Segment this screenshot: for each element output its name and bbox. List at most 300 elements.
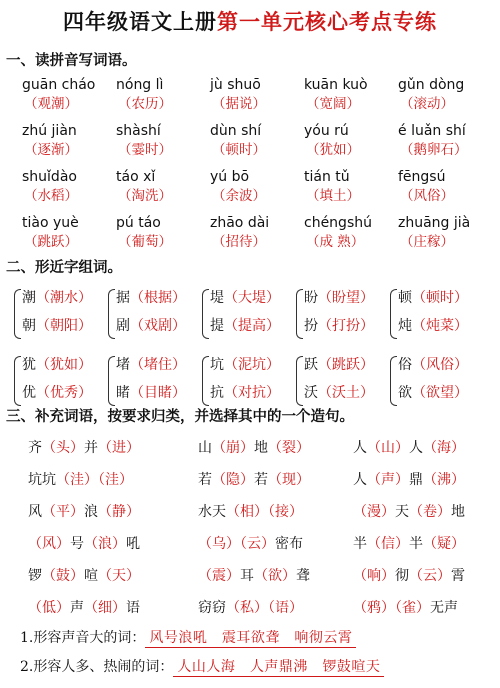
idiom-item xyxy=(353,592,488,624)
answer-text: 响 xyxy=(367,568,381,584)
pinyin-text: nóng lì xyxy=(116,77,164,93)
idiom-char: 风 xyxy=(28,504,42,520)
paren-close: ） xyxy=(381,504,395,520)
paren-close: ） xyxy=(252,96,266,112)
paren-close: ） xyxy=(266,318,280,334)
pinyin-item xyxy=(398,122,492,168)
char-word-line xyxy=(210,312,294,340)
pinyin-item xyxy=(22,122,116,168)
answer-text: 潮水 xyxy=(50,290,78,306)
paren-open: （ xyxy=(24,142,38,158)
base-char: 堵 xyxy=(116,357,130,373)
answer-text: 天 xyxy=(112,568,126,584)
paren-close: ） xyxy=(158,96,172,112)
paren-open: （ xyxy=(212,142,226,158)
paren-open: （ xyxy=(118,188,132,204)
base-char: 朝 xyxy=(22,318,36,334)
paren-open: （ xyxy=(42,440,56,456)
answer-text: 欲望 xyxy=(426,385,454,401)
answer-box xyxy=(22,187,116,206)
brace-shape xyxy=(296,356,303,406)
pinyin-item xyxy=(210,214,304,260)
pinyin-text: zhāo dài xyxy=(210,215,270,231)
paren-close: ） xyxy=(360,290,374,306)
summary-answer: 风号浪吼 震耳欲聋 响彻云霄 xyxy=(145,630,356,648)
idiom-item xyxy=(198,432,353,464)
paren-open: （ xyxy=(28,536,42,552)
section3-heading: 三、补充词语，按要求归类，并选择其中的一个造句。 xyxy=(6,408,354,425)
paren-close: ） xyxy=(56,536,70,552)
idiom-item xyxy=(28,560,198,592)
idiom-char: 半 xyxy=(409,536,423,552)
answer-text: 盼望 xyxy=(332,290,360,306)
pinyin-item xyxy=(22,168,116,214)
paren-close: ） xyxy=(454,318,468,334)
paren-close: ） xyxy=(56,600,70,616)
paren-open: （ xyxy=(268,440,282,456)
paren-open: （ xyxy=(400,188,414,204)
paren-open: （ xyxy=(226,504,240,520)
base-char: 提 xyxy=(210,318,224,334)
paren-close: ） xyxy=(440,188,454,204)
idiom-item xyxy=(28,528,198,560)
summary-label: 1.形容声音大的词： xyxy=(20,630,146,646)
idiom-char: 吼 xyxy=(126,536,140,552)
paren-close: ） xyxy=(78,357,92,373)
similar-char-group xyxy=(106,284,200,351)
paren-close: ） xyxy=(360,318,374,334)
pinyin-text: dùn shí xyxy=(210,123,262,139)
base-char: 顿 xyxy=(398,290,412,306)
idiom-item xyxy=(198,528,353,560)
paren-close: ） xyxy=(78,318,92,334)
answer-text: 声 xyxy=(381,472,395,488)
pinyin-item xyxy=(210,168,304,214)
pinyin-item xyxy=(116,122,210,168)
pinyin-item xyxy=(22,76,116,122)
answer-box xyxy=(210,233,304,252)
pinyin-item xyxy=(116,214,210,260)
paren-close: ） xyxy=(451,440,465,456)
brace-shape xyxy=(296,289,303,339)
paren-open: （ xyxy=(212,440,226,456)
paren-close: ） xyxy=(289,600,303,616)
idiom-item xyxy=(353,496,488,528)
answer-text: 鼓 xyxy=(56,568,70,584)
answer-text: 平 xyxy=(56,504,70,520)
answer-box xyxy=(116,95,210,114)
paren-open: （ xyxy=(353,504,367,520)
idiom-char: 密布 xyxy=(275,536,303,552)
answer-text: 犹如 xyxy=(319,142,347,158)
paren-open: （ xyxy=(400,234,414,250)
paren-close: ） xyxy=(158,142,172,158)
answer-text: 现 xyxy=(282,472,296,488)
paren-close: ） xyxy=(126,568,140,584)
paren-close: ） xyxy=(454,357,468,373)
idiom-item xyxy=(353,528,488,560)
paren-open: （ xyxy=(395,600,402,616)
brace-shape xyxy=(108,356,115,406)
paren-close: ） xyxy=(64,234,78,250)
paren-open: （ xyxy=(36,318,50,334)
paren-open: （ xyxy=(318,318,332,334)
paren-open: （ xyxy=(212,96,226,112)
char-word-line xyxy=(304,312,388,340)
base-char: 剧 xyxy=(116,318,130,334)
answer-text: 震 xyxy=(212,568,226,584)
answer-text: 山 xyxy=(381,440,395,456)
paren-close: ） xyxy=(64,188,78,204)
pinyin-item xyxy=(116,168,210,214)
idiom-item xyxy=(353,432,488,464)
paren-close: ） xyxy=(381,568,395,584)
paren-open: （ xyxy=(306,234,320,250)
answer-text: 漫 xyxy=(367,504,381,520)
pinyin-grid xyxy=(22,76,492,260)
paren-open: （ xyxy=(98,568,112,584)
paren-close: ） xyxy=(112,600,126,616)
idiom-item xyxy=(353,560,488,592)
brace-shape xyxy=(108,289,115,339)
paren-open: （ xyxy=(306,96,320,112)
idiom-char: 天 xyxy=(395,504,409,520)
paren-open: （ xyxy=(224,385,238,401)
idiom-item xyxy=(198,560,353,592)
paren-open: （ xyxy=(84,536,98,552)
idiom-char: 并 xyxy=(84,440,98,456)
answer-text: 打扮 xyxy=(332,318,360,334)
char-word-line xyxy=(210,351,294,379)
idiom-grid xyxy=(28,432,488,624)
answer-text: 犹如 xyxy=(50,357,78,373)
paren-open: （ xyxy=(224,318,238,334)
answer-text: 炖菜 xyxy=(426,318,454,334)
paren-close: ） xyxy=(437,568,451,584)
idiom-char: 霄 xyxy=(451,568,465,584)
answer-box xyxy=(398,141,492,160)
idiom-char: 无声 xyxy=(430,600,458,616)
answer-text: 风 xyxy=(42,536,56,552)
paren-close: ） xyxy=(437,504,451,520)
idiom-char: 人 xyxy=(409,440,423,456)
summary-line-2 xyxy=(20,656,384,676)
paren-open: （ xyxy=(409,504,423,520)
char-word-line xyxy=(22,351,106,379)
answer-text: 进 xyxy=(112,440,126,456)
answer-text: 宽阔 xyxy=(319,96,347,112)
similar-chars-grid xyxy=(12,284,492,418)
idiom-char: 人 xyxy=(353,472,367,488)
answer-box xyxy=(398,95,492,114)
answer-text: 大堤 xyxy=(238,290,266,306)
answer-box xyxy=(210,187,304,206)
paren-open: （ xyxy=(353,568,367,584)
pinyin-text: zhuāng jià xyxy=(398,215,471,231)
answer-text: 私 xyxy=(240,600,254,616)
base-char: 炖 xyxy=(398,318,412,334)
paren-close: ） xyxy=(172,357,186,373)
idiom-char: 锣 xyxy=(28,568,42,584)
answer-box xyxy=(398,187,492,206)
pinyin-text: tián tǔ xyxy=(304,169,350,185)
char-word-line xyxy=(210,379,294,407)
summary-answer: 人山人海 人声鼎沸 锣鼓喧天 xyxy=(173,659,384,677)
answer-text: 堵住 xyxy=(144,357,172,373)
base-char: 优 xyxy=(22,385,36,401)
idiom-item xyxy=(28,464,198,496)
paren-close: ） xyxy=(112,536,126,552)
pinyin-item xyxy=(304,168,398,214)
idiom-char: 声 xyxy=(70,600,84,616)
paren-open: （ xyxy=(412,318,426,334)
answer-text: 填土 xyxy=(319,188,347,204)
paren-open: （ xyxy=(118,142,132,158)
paren-close: ） xyxy=(346,96,360,112)
paren-open: （ xyxy=(98,440,112,456)
paren-open: （ xyxy=(412,357,426,373)
paren-open: （ xyxy=(400,96,414,112)
section2-heading: 二、形近字组词。 xyxy=(6,259,122,276)
paren-open: （ xyxy=(28,600,42,616)
base-char: 跃 xyxy=(304,357,318,373)
answer-text: 雀 xyxy=(402,600,416,616)
paren-open: （ xyxy=(367,472,381,488)
char-word-line xyxy=(210,284,294,312)
paren-close: ） xyxy=(172,290,186,306)
pinyin-text: shàshí xyxy=(116,123,161,139)
paren-open: （ xyxy=(306,188,320,204)
paren-close: ） xyxy=(240,440,254,456)
paren-open: （ xyxy=(412,290,426,306)
answer-text: 海 xyxy=(437,440,451,456)
pinyin-text: yú bō xyxy=(210,169,250,185)
brace-shape xyxy=(202,289,209,339)
idiom-char: 窃窃 xyxy=(198,600,226,616)
paren-close: ） xyxy=(346,188,360,204)
pinyin-item xyxy=(210,76,304,122)
similar-char-group xyxy=(388,284,482,351)
paren-close: ） xyxy=(254,504,268,520)
similar-char-group xyxy=(294,284,388,351)
paren-open: （ xyxy=(306,142,320,158)
base-char: 据 xyxy=(116,290,130,306)
answer-text: 跳跃 xyxy=(37,234,65,250)
paren-open: （ xyxy=(24,188,38,204)
title-unit: 第一单元核心考点专练 xyxy=(217,9,437,34)
idiom-char: 半 xyxy=(353,536,367,552)
paren-open: （ xyxy=(212,188,226,204)
idiom-item xyxy=(198,464,353,496)
answer-box xyxy=(22,233,116,252)
paren-open: （ xyxy=(409,568,423,584)
char-word-line xyxy=(304,284,388,312)
answer-text: 霎时 xyxy=(131,142,159,158)
paren-open: （ xyxy=(423,536,437,552)
char-word-line xyxy=(22,284,106,312)
base-char: 沃 xyxy=(304,385,318,401)
paren-open: （ xyxy=(367,440,381,456)
paren-close: ） xyxy=(158,234,172,250)
char-word-line xyxy=(116,312,200,340)
idiom-item xyxy=(28,592,198,624)
answer-text: 沸 xyxy=(437,472,451,488)
title-grade: 四年级语文上册 xyxy=(63,9,217,34)
paren-close: ） xyxy=(78,385,92,401)
pinyin-text: kuān kuò xyxy=(304,77,368,93)
answer-text: 语 xyxy=(275,600,289,616)
pinyin-item xyxy=(398,76,492,122)
paren-open: （ xyxy=(36,357,50,373)
answer-text: 鸦 xyxy=(367,600,381,616)
paren-close: ） xyxy=(454,142,468,158)
paren-close: ） xyxy=(416,600,430,616)
answer-text: 目睹 xyxy=(144,385,172,401)
char-word-line xyxy=(22,312,106,340)
page-title xyxy=(0,6,500,36)
pinyin-text: fēngsú xyxy=(398,169,446,185)
base-char: 欲 xyxy=(398,385,412,401)
idiom-item xyxy=(353,464,488,496)
answer-box xyxy=(304,141,398,160)
answer-text: 疑 xyxy=(437,536,451,552)
answer-text: 乌 xyxy=(212,536,226,552)
paren-open: （ xyxy=(318,290,332,306)
idiom-item xyxy=(198,496,353,528)
paren-open: （ xyxy=(130,357,144,373)
pinyin-item xyxy=(116,76,210,122)
paren-open: （ xyxy=(212,472,226,488)
similar-char-group xyxy=(12,284,106,351)
base-char: 坑 xyxy=(210,357,224,373)
answer-box xyxy=(22,141,116,160)
paren-close: ） xyxy=(226,536,240,552)
paren-close: ） xyxy=(84,472,98,488)
char-word-line xyxy=(304,351,388,379)
paren-close: ） xyxy=(70,440,84,456)
paren-close: ） xyxy=(266,357,280,373)
idiom-item xyxy=(28,432,198,464)
answer-text: 崩 xyxy=(226,440,240,456)
answer-text: 戏剧 xyxy=(144,318,172,334)
paren-open: （ xyxy=(318,385,332,401)
base-char: 堤 xyxy=(210,290,224,306)
paren-close: ） xyxy=(261,536,275,552)
paren-open: （ xyxy=(400,142,414,158)
paren-close: ） xyxy=(440,234,454,250)
summary-label: 2.形容人多、热闹的词： xyxy=(20,659,174,675)
paren-open: （ xyxy=(224,290,238,306)
paren-open: （ xyxy=(130,290,144,306)
answer-text: 低 xyxy=(42,600,56,616)
paren-close: ） xyxy=(78,290,92,306)
answer-text: 对抗 xyxy=(238,385,266,401)
paren-open: （ xyxy=(118,234,132,250)
answer-text: 细 xyxy=(98,600,112,616)
brace-shape xyxy=(14,356,21,406)
paren-close: ） xyxy=(381,600,395,616)
answer-box xyxy=(304,95,398,114)
idiom-char: 彻 xyxy=(395,568,409,584)
pinyin-item xyxy=(304,122,398,168)
paren-open: （ xyxy=(98,472,105,488)
answer-text: 水稻 xyxy=(37,188,65,204)
paren-close: ） xyxy=(266,290,280,306)
paren-close: ） xyxy=(172,318,186,334)
paren-close: ） xyxy=(454,385,468,401)
pinyin-item xyxy=(398,168,492,214)
char-word-line xyxy=(304,379,388,407)
idiom-char: 语 xyxy=(126,600,140,616)
paren-close: ） xyxy=(346,142,360,158)
answer-text: 观潮 xyxy=(37,96,65,112)
paren-open: （ xyxy=(423,472,437,488)
paren-close: ） xyxy=(395,440,409,456)
idiom-item xyxy=(198,592,353,624)
similar-char-group xyxy=(200,284,294,351)
idiom-char: 人 xyxy=(353,440,367,456)
idiom-char: 耳 xyxy=(240,568,254,584)
answer-box xyxy=(304,187,398,206)
answer-text: 据说 xyxy=(225,96,253,112)
paren-close: ） xyxy=(172,385,186,401)
char-word-line xyxy=(398,379,482,407)
paren-close: ） xyxy=(226,568,240,584)
answer-text: 滚动 xyxy=(413,96,441,112)
brace-shape xyxy=(14,289,21,339)
answer-box xyxy=(210,141,304,160)
idiom-item xyxy=(28,496,198,528)
paren-close: ） xyxy=(296,472,310,488)
base-char: 睹 xyxy=(116,385,130,401)
paren-close: ） xyxy=(440,96,454,112)
paren-open: （ xyxy=(84,600,98,616)
paren-close: ） xyxy=(252,142,266,158)
pinyin-text: tiào yuè xyxy=(22,215,79,231)
pinyin-text: zhú jiàn xyxy=(22,123,77,139)
idiom-char: 地 xyxy=(254,440,268,456)
answer-text: 欲 xyxy=(268,568,282,584)
pinyin-item xyxy=(304,76,398,122)
paren-open: （ xyxy=(130,318,144,334)
answer-text: 庄稼 xyxy=(413,234,441,250)
paren-open: （ xyxy=(268,504,275,520)
paren-open: （ xyxy=(254,568,268,584)
answer-box xyxy=(398,233,492,252)
answer-text: 葡萄 xyxy=(131,234,159,250)
answer-text: 风俗 xyxy=(413,188,441,204)
paren-open: （ xyxy=(130,385,144,401)
paren-close: ） xyxy=(70,568,84,584)
paren-open: （ xyxy=(423,440,437,456)
pinyin-text: guān cháo xyxy=(22,77,96,93)
pinyin-item xyxy=(398,214,492,260)
pinyin-text: shuǐdào xyxy=(22,169,77,185)
char-word-line xyxy=(116,379,200,407)
paren-close: ） xyxy=(252,188,266,204)
idiom-char: 喧 xyxy=(84,568,98,584)
pinyin-text: táo xǐ xyxy=(116,169,156,185)
paren-close: ） xyxy=(454,290,468,306)
paren-open: （ xyxy=(36,290,50,306)
answer-text: 朝阳 xyxy=(50,318,78,334)
brace-shape xyxy=(202,356,209,406)
answer-text: 顿时 xyxy=(225,142,253,158)
pinyin-item xyxy=(22,214,116,260)
answer-box xyxy=(210,95,304,114)
paren-close: ） xyxy=(395,536,409,552)
paren-close: ） xyxy=(395,472,409,488)
